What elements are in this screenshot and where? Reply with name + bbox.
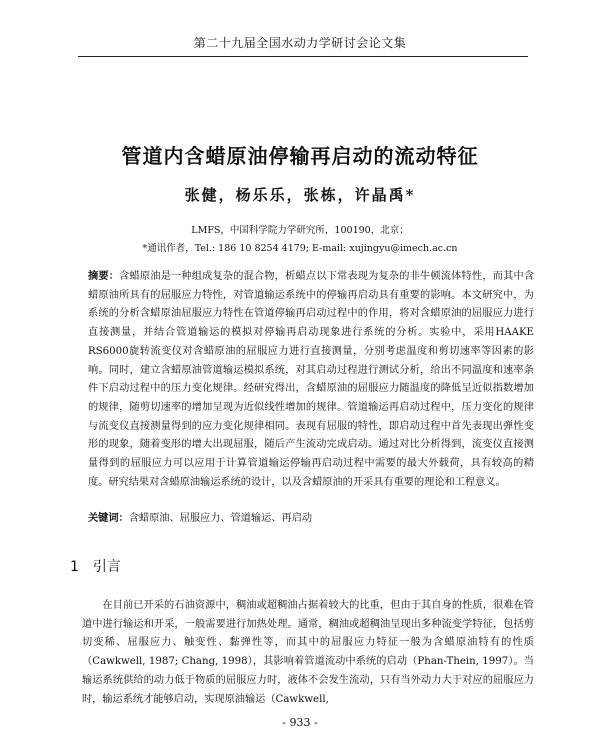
correspondence-info: *通讯作者，Tel.: 186 10 8254 4179; E-mail: xujingyu@imech.ac.cn [142, 243, 458, 254]
keywords [88, 510, 534, 528]
abstract-label: 摘要： [88, 271, 120, 282]
abstract [88, 268, 534, 492]
keywords-text: 含蜡原油、屈服应力、管道输运、再启动 [128, 513, 313, 524]
section-number: 1 [70, 559, 79, 575]
section-title: 引言 [92, 559, 121, 575]
affiliation: LMFS，中国科学院力学研究所，100190，北京； [191, 225, 409, 236]
section-heading [70, 556, 135, 576]
paper-title: 管道内含蜡原油停输再启动的流动特征 [121, 144, 479, 168]
intro-paragraph: 在目前已开采的石油资源中，稠油或超稠油占据着较大的比重，但由于其自身的性质，很难在管道中进行输运和开采，一般需要进行加热处理。通常，稠油或超稠油呈现出多种流变学特征，包括剪切变稀、屈服应力、触变性、黏弹性等，而其中的屈服应力特征一般为含蜡原油特有的性质（Cawkwell, 1987; Chang, 1998），其影响着管道流动中系统的启动（Phan-Thein, 1997）。当输运系统供给的动力低于物质的屈服应力时，液体不会发生流动，只有当外动力大于对应的屈服应力时，输运系统才能够启动，实现原油输运（Cawkwell, [82, 600, 534, 705]
page-number: - 933 - [282, 716, 318, 729]
running-header: 第二十九届全国水动力学研讨会论文集 [193, 36, 407, 50]
keywords-label: 关键词： [88, 513, 129, 524]
author-list: 张健，杨乐乐，张栋，许晶禹* [184, 186, 416, 204]
header-rule [78, 56, 528, 57]
abstract-text: 含蜡原油是一种组成复杂的混合物，析蜡点以下常表现为复杂的非牛顿流体特性，而其中含蜡原油所具有的屈服应力特性，对管道输运系统中的停输再启动具有重要的影响。本文研究中，为系统的分析含蜡原油屈服应力特性在管道停输再启动过程中的作用，将对含蜡原油的屈服应力进行直接测量，并结合管道输运的模拟对停输再启动现象进行系统的分析。实验中，采用HAAKE RS6000旋转流变仪对含蜡原油的屈服应力进行直接测量，分别考虑温度和剪切速率等因素的影响。同时，建立含蜡原油管道输运模拟系统，对其启动过程进行测试分析，给出不同温度和速率条件下启动过程中的压力变化规律。经研究得出，含蜡原油的屈服应力随温度的降低呈近似指数增加的规律，随剪切速率的增加呈现为近似线性增加的规律。管道输运再启动过程中，压力变化的规律与流变仪直接测量得到的应力变化规律相同。表现有屈服的特性，即启动过程中首先表现出弹性变形的现象，随着变形的增大出现屈服，随后产生流动完成启动。通过对比分析得到，流变仪直接测量得到的屈服应力可以应用于计算管道输运停输再启动过程中需要的最大外载荷，具有较高的精度。研究结果对含蜡原油输运系统的设计，以及含蜡原油的开采具有重要的理论和工程意义。 [88, 271, 535, 488]
